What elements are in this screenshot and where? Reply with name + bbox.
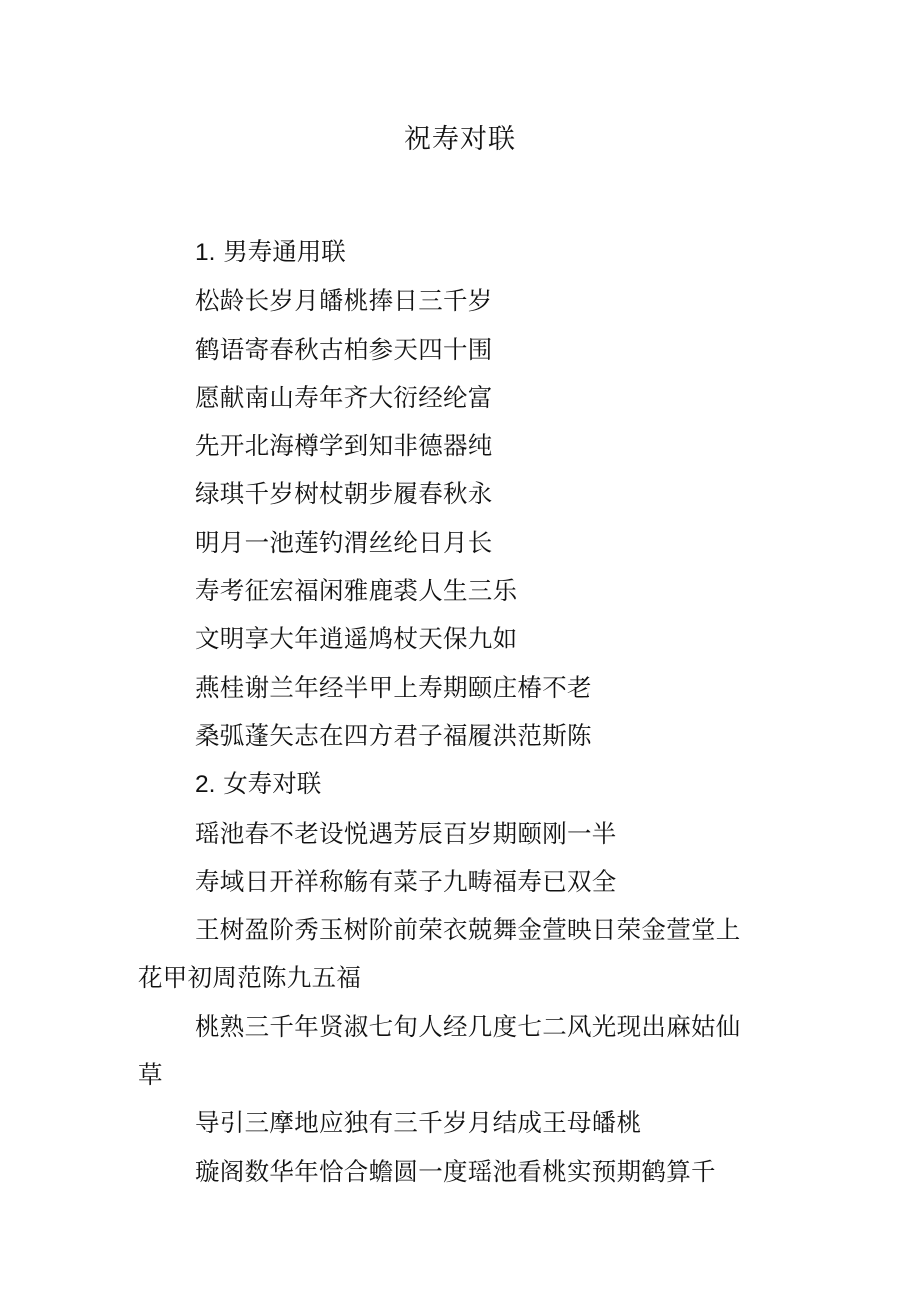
couplet-line: 先开北海樽学到知非德器纯 <box>195 431 493 461</box>
section-number: 2. <box>195 771 216 799</box>
couplet-line: 燕桂谢兰年经半甲上寿期颐庄椿不老 <box>195 672 592 702</box>
couplet-line: 绿琪千岁树杖朝步履春秋永 <box>195 479 493 509</box>
couplet-line: 瑶池春不老设悦遇芳辰百岁期颐刚一半 <box>195 818 617 848</box>
couplet-line: 桃熟三千年贤淑七旬人经几度七二风光现出麻姑仙草 <box>138 1011 741 1090</box>
couplet-line: 导引三摩地应独有三千岁月结成王母皤桃 <box>195 1108 642 1138</box>
section-number: 1. <box>195 239 216 266</box>
couplet-line: 桑弧蓬矢志在四方君子福履洪范斯陈 <box>195 720 592 750</box>
section-heading-text: 女寿对联 <box>223 769 322 799</box>
couplet-line: 鹤语寄春秋古柏参天四十围 <box>195 334 493 364</box>
couplet-line: 璇阁数华年恰合蟾圆一度瑶池看桃实预期鹤算千 <box>195 1156 716 1186</box>
document-body <box>138 228 748 1196</box>
section-heading-male <box>138 228 748 277</box>
couplet-line: 寿域日开祥称觞有菜子九畴福寿已双全 <box>195 866 617 896</box>
section-heading-text: 男寿通用联 <box>223 237 346 266</box>
section-heading-female <box>138 760 748 809</box>
couplet-line: 明月一池莲钓渭丝纶日月长 <box>195 527 493 557</box>
couplet-line: 松龄长岁月皤桃捧日三千岁 <box>195 286 493 316</box>
couplet-line: 文明享大年逍遥鸠杖天保九如 <box>195 624 518 654</box>
couplet-line: 王树盈阶秀玉树阶前荣衣兢舞金萱映日荣金萱堂上花甲初周范陈九五福 <box>138 915 741 993</box>
couplet-line: 愿献南山寿年齐大衍经纶富 <box>195 382 493 412</box>
page-title: 祝寿对联 <box>404 124 516 155</box>
couplet-line: 寿考征宏福闲雅鹿裘人生三乐 <box>195 576 518 606</box>
